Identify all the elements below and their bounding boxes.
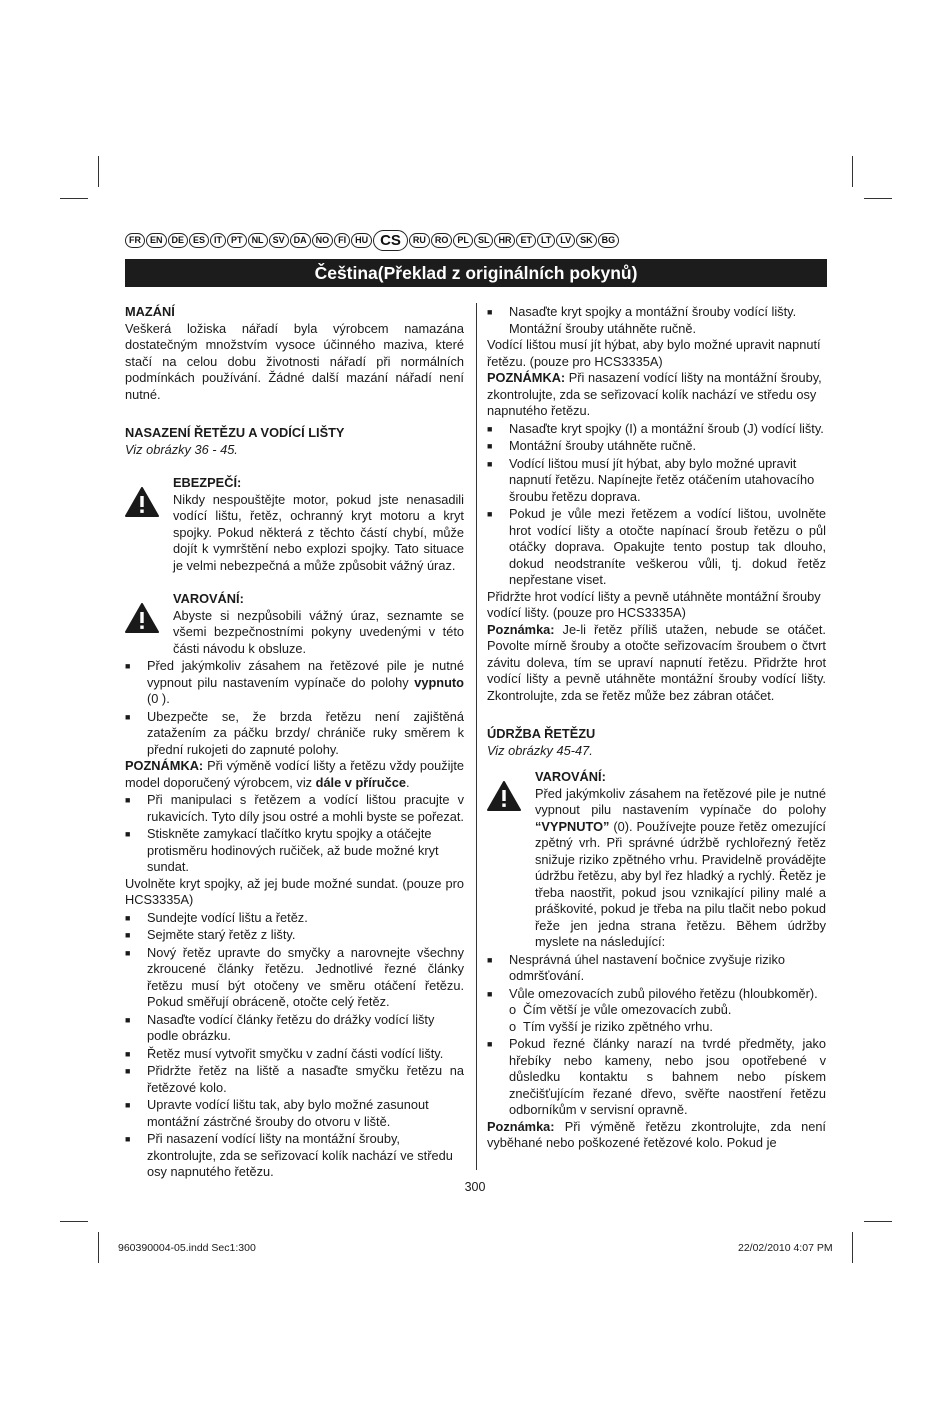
language-tab-lv: LV <box>556 233 575 248</box>
page-title: Čeština(Překlad z originálních pokynů) <box>125 259 827 287</box>
language-tab-it: IT <box>210 233 226 248</box>
bullet-icon: ■ <box>125 795 131 805</box>
sub-list-item: o Tím vyšší je riziko zpětného vrhu. <box>509 1018 713 1034</box>
bullet-icon: ■ <box>125 1134 131 1144</box>
bullet-icon: ■ <box>125 912 131 923</box>
language-tab-de: DE <box>168 233 189 248</box>
language-tab-fi: FI <box>334 233 350 248</box>
list-item: ■ Přidržte řetěz na liště a nasaďte smyčku řetězu na řetězové kolo. <box>125 1063 464 1095</box>
language-bar <box>125 232 827 248</box>
list-item: ■ Před jakýmkoliv zásahem na řetězové pile je nutné vypnout pilu nastavením vypínače do polohy vypnuto (0 ). <box>125 658 464 706</box>
warning-label: VAROVÁNÍ: <box>535 769 606 784</box>
final-note: Poznámka: Při výměně řetězu zkontrolujte, zda není vyběhané nebo poškozené řetězové kolo. Pokud je <box>487 1118 826 1150</box>
warning-triangle-icon <box>125 487 159 517</box>
language-tab-cs: CS <box>373 230 408 251</box>
warning-triangle-icon <box>125 603 159 633</box>
language-tab-pt: PT <box>227 233 247 248</box>
language-tab-bg: BG <box>598 233 620 248</box>
language-tab-sk: SK <box>576 233 597 248</box>
list-item: ■ Nasaďte kryt spojky a montážní šrouby vodící lišty. Montážní šrouby utáhněte ručně. <box>487 304 797 336</box>
bullet-icon: ■ <box>487 441 493 451</box>
section-heading: MAZÁNÍ <box>125 304 175 319</box>
list-item: ■ Vodící lištou musí jít hýbat, aby bylo možné upravit napnutí řetězu. Napínejte řetěz otáčením utahovacího šroubu řetězu doprava. <box>487 455 815 504</box>
list-item: ■ Vůle omezovacích zubů pilového řetězu (hloubkoměr). <box>487 985 818 1001</box>
left-column <box>125 304 464 1181</box>
note: Poznámka: Je-li řetěz příliš utažen, nebude se otáčet. Povolte mírně šrouby a otočte seřizovacím šroubem o čtvrt závitu doleva, tím se upraví napnutí řetězu. Přidržte hrot vodící lišty a pevně utáhněte montážní šrouby vodící lišty. Zkontrolujte, zda se řetěz může bez zábran otáčet. <box>487 621 826 703</box>
bullet-icon: ■ <box>487 458 493 469</box>
list-item: ■ Stiskněte zamykací tlačítko krytu spojky a otáčejte protisměru hodinových ručiček, až bude možné kryt sundat. <box>125 826 439 874</box>
paragraph: Veškerá ložiska nářadí byla výrobcem namazána dostatečným množstvím vysoce účinného maziva, které stačí na celou dobu životnosti nářadí při normálních podmínkách používání. Žádné další mazání nářadí není nutné. <box>125 320 464 402</box>
note: POZNÁMKA: Při výměně vodící lišty a řetězu vždy použijte model doporučený výrobcem, viz dále v příručce. <box>125 758 464 790</box>
language-tab-es: ES <box>189 233 209 248</box>
warning-text: Před jakýmkoliv zásahem na řetězové pile je nutné vypnout pilu nastavením vypínače do polohy “VYPNUTO” (0). Používejte pouze řetěz omezující zpětný vrh. Při správné údržbě rychlořezný řetěz snižuje riziko zpětného vrhu. Pravidelně provádějte údržbu řetězu, aby byl řez hladký a rychlý. Řetěz je třeba naostřit, pokud jsou vznikající piliny malé a práškovité, pokud je třeba na pilu tlačit nebo pokud řeže jen jedna strana řetězu. Během údržby myslete na následující: <box>535 785 826 949</box>
bullet-icon: ■ <box>125 1066 131 1076</box>
language-tab-et: ET <box>516 233 536 248</box>
warning-block <box>125 591 464 657</box>
bullet-icon: ■ <box>125 829 131 839</box>
list-item: ■ Sejměte starý řetěz z lišty. <box>125 927 296 942</box>
list-item: ■ Sundejte vodící lištu a řetěz. <box>125 909 308 925</box>
list-item-continuation: Vodící lištou musí jít hýbat, aby bylo možné upravit napnutí řetězu. (pouze pro HCS3335A) <box>487 337 821 369</box>
list-item-continuation: Přidržte hrot vodící lišty a pevně utáhněte montážní šrouby vodící lišty. (pouze pro HCS3335A) <box>487 588 821 620</box>
language-tab-da: DA <box>290 233 311 248</box>
list-item: ■ Při nasazení vodící lišty na montážní šrouby, zkontrolujte, zda se seřizovací kolík nachází ve středu osy napnutého řetězu. <box>125 1131 453 1179</box>
list-item: ■ Pokud je vůle mezi řetězem a vodící lištou, uvolněte hrot vodící lišty a otočte napínací šroub řetězu o půl otáčky doprava. Opakujte tento postup tak dlouho, dokud neodstraníte veškerou vůli, tj. dokud řetěz nepřestane viset. <box>487 506 826 587</box>
bullet-icon: ■ <box>125 930 131 940</box>
bullet-icon: ■ <box>125 661 131 671</box>
figure-reference: Viz obrázky 45-47. <box>487 742 593 758</box>
language-tab-lt: LT <box>537 233 555 248</box>
language-tab-no: NO <box>312 233 334 248</box>
language-tab-fr: FR <box>125 233 145 248</box>
warning-text: Abyste si nezpůsobili vážný úraz, seznamte se všemi bezpečnostními pokyny uvedenými v této části návodu k obsluze. <box>173 607 464 656</box>
column-divider <box>476 303 477 1170</box>
danger-block <box>125 475 464 574</box>
warning-block <box>487 769 826 951</box>
page-number: 300 <box>464 1180 486 1194</box>
language-tab-sv: SV <box>269 233 289 248</box>
circle-bullet-icon: o <box>509 1002 517 1017</box>
bullet-icon: ■ <box>487 1039 493 1049</box>
bullet-icon: ■ <box>125 1100 131 1110</box>
language-tab-sl: SL <box>474 233 494 248</box>
crop-mark <box>98 156 99 187</box>
language-tab-pl: PL <box>453 233 473 248</box>
language-tab-nl: NL <box>248 233 268 248</box>
list-item: ■ Montážní šrouby utáhněte ručně. <box>487 438 697 453</box>
section-heading: NASAZENÍ ŘETĚZU A VODÍCÍ LIŠTY <box>125 425 345 440</box>
footer-file-info: 960390004-05.indd Sec1:300 <box>118 1242 256 1254</box>
crop-mark <box>852 156 853 187</box>
danger-text: Nikdy nespouštějte motor, pokud jste nenasadili vodící lištu, řetěz, ochranný kryt motoru a kryt spojky. Pokud některá z těchto částí chybí, může dojít k vymrštění nebo explozi spojky. Tato situace je velmi nebezpečná a může způsobit vážný úraz. <box>173 491 464 573</box>
warning-triangle-icon <box>487 781 521 811</box>
language-tab-hr: HR <box>494 233 515 248</box>
warning-label: VAROVÁNÍ: <box>173 591 244 606</box>
crop-mark <box>98 1232 99 1263</box>
bullet-icon: ■ <box>125 1048 131 1059</box>
bullet-icon: ■ <box>487 307 493 317</box>
bullet-icon: ■ <box>125 711 131 722</box>
language-tab-en: EN <box>146 233 167 248</box>
crop-mark <box>60 198 88 199</box>
crop-mark <box>60 1221 88 1222</box>
list-item: ■ Nasaďte vodící články řetězu do drážky vodící lišty podle obrázku. <box>125 1011 435 1043</box>
sub-list-item: o Čím větší je vůle omezovacích zubů. <box>509 1002 732 1017</box>
bullet-icon: ■ <box>487 954 493 965</box>
list-item: ■ Ubezpečte se, že brzda řetězu není zajištěná zatažením za páčku brzdy/ chrániče ruky směrem k přední rukojeti do zapnuté polohy. <box>125 708 464 757</box>
crop-mark <box>864 198 892 199</box>
bullet-icon: ■ <box>487 423 493 434</box>
crop-mark <box>852 1232 853 1263</box>
list-item: ■ Nasaďte kryt spojky (I) a montážní šroub (J) vodící lišty. <box>487 420 824 436</box>
list-item: ■ Upravte vodící lištu tak, aby bylo možné zasunout montážní zástrčné šrouby do otvoru v liště. <box>125 1097 429 1129</box>
bullet-icon: ■ <box>487 509 493 519</box>
list-item: ■ Nový řetěz upravte do smyčky a narovnejte všechny zkroucené články řetězu. Jednotlivé řezné články řetězu musí být otočeny ve směru otáčení řetězu. Pokud směřují obráceně, otočte celý řetěz. <box>125 944 464 1009</box>
footer-date: 22/02/2010 4:07 PM <box>738 1242 833 1254</box>
language-tab-ru: RU <box>409 233 430 248</box>
list-item: ■ Pokud řezné články narazí na tvrdé předměty, jako hřebíky nebo kameny, nebo jsou opotřebené v důsledku kontaktu s bahnem nebo pískem znečišťujícím řezané dřevo, svěřte naostření řetězu odborníkům v servisní opravně. <box>487 1036 826 1117</box>
figure-reference: Viz obrázky 36 - 45. <box>125 441 238 457</box>
list-item-continuation: Uvolněte kryt spojky, až jej bude možné sundat. (pouze pro HCS3335A) <box>125 875 464 907</box>
right-column <box>487 304 826 1152</box>
section-heading: ÚDRŽBA ŘETĚZU <box>487 726 596 741</box>
note: POZNÁMKA: Při nasazení vodící lišty na montážní šrouby, zkontrolujte, zda se seřizovací kolík nachází ve středu osy napnutého řetězu. <box>487 370 822 418</box>
list-item: ■ Řetěz musí vytvořit smyčku v zadní části vodící lišty. <box>125 1045 444 1061</box>
language-tab-hu: HU <box>351 233 372 248</box>
crop-mark <box>864 1221 892 1222</box>
language-tab-ro: RO <box>431 233 453 248</box>
circle-bullet-icon: o <box>509 1018 517 1034</box>
bullet-icon: ■ <box>487 988 493 999</box>
danger-label: EBEZPEČÍ: <box>173 475 242 490</box>
list-item: ■ Při manipulaci s řetězem a vodící lištou pracujte v rukavicích. Tyto díly jsou ostré a mohli byste se pořezat. <box>125 792 464 824</box>
list-item: ■ Nesprávná úhel nastavení bočnice zvyšuje riziko odmršťování. <box>487 951 785 983</box>
bullet-icon: ■ <box>125 1014 131 1025</box>
bullet-icon: ■ <box>125 947 131 958</box>
